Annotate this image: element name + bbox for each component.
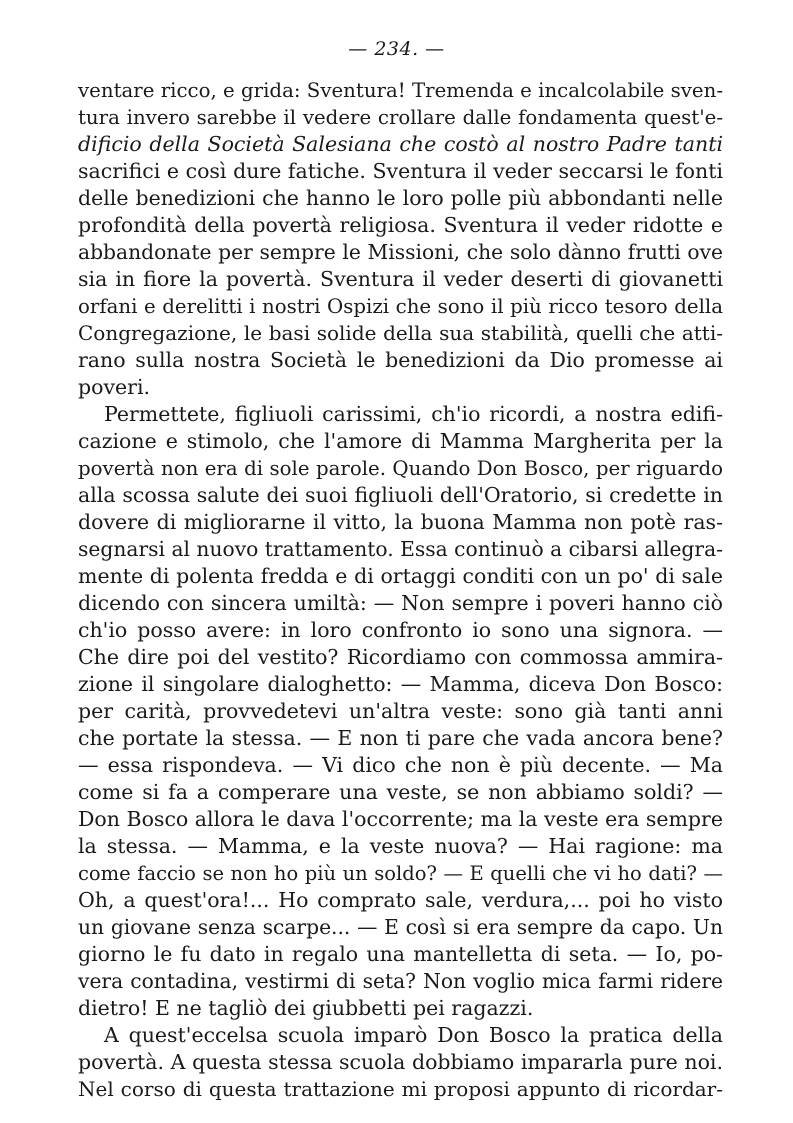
text-line: orfani e derelitti i nostri Ospizi che sono il più ricco tesoro della bbox=[78, 295, 723, 318]
text-line: sia in fiore la povertà. Sventura il veder deserti di giovanetti bbox=[78, 267, 723, 291]
text-line: giorno le fu dato in regalo una mantelletta di seta. — Io, po- bbox=[78, 942, 723, 966]
text-line: dovere di migliorarne il vitto, la buona Mamma non potè ras- bbox=[78, 510, 723, 534]
text-line: poveri. bbox=[78, 375, 151, 399]
text-line: ventare ricco, e grida: Sventura! Tremenda e incalcolabile sven- bbox=[78, 79, 723, 102]
text-line: che portate la stessa. — E non ti pare che vada ancora bene? bbox=[78, 726, 723, 750]
text-line: ch'io posso avere: in loro confronto io sono una signora. — bbox=[78, 618, 723, 642]
text-line: rano sulla nostra Società le benedizioni da Dio promesse ai bbox=[78, 348, 723, 372]
text-line: Permettete, figliuoli carissimi, ch'io ricordi, a nostra edifi- bbox=[104, 402, 723, 426]
text-line: Congregazione, le basi solide della sua stabilità, quelli che atti- bbox=[78, 321, 723, 345]
text-line: dificio della Società Salesiana che costò al nostro Padre tanti bbox=[78, 132, 723, 156]
text-line: — essa rispondeva. — Vi dico che non è più decente. — Ma bbox=[78, 753, 723, 777]
text-line: Don Bosco allora le dava l'occorrente; ma la veste era sempre bbox=[78, 807, 723, 831]
page-number: — 234. — bbox=[348, 38, 445, 60]
text-line: Oh, a quest'ora!... Ho comprato sale, verdura,... poi ho visto bbox=[78, 888, 723, 912]
text-line: tura invero sarebbe il vedere crollare dalle fondamenta quest'e- bbox=[78, 106, 723, 129]
text-line: mente di polenta fredda e di ortaggi conditi con un po' di sale bbox=[78, 564, 723, 588]
text-line: povertà non era di sole parole. Quando Don Bosco, per riguardo bbox=[78, 457, 723, 480]
text-line: alla scossa salute dei suoi figliuoli dell'Oratorio, si credette in bbox=[78, 483, 723, 507]
text-line: A quest'eccelsa scuola imparò Don Bosco la pratica della bbox=[104, 1023, 723, 1047]
text-line: un giovane senza scarpe... — E così si era sempre da capo. Un bbox=[78, 915, 723, 939]
text-line: profondità della povertà religiosa. Sventura il veder ridotte e bbox=[78, 213, 723, 237]
text-line: come faccio se non ho più un soldo? — E quelli che vi ho dati? — bbox=[78, 862, 723, 885]
text-line: la stessa. — Mamma, e la veste nuova? — Hai ragione: ma bbox=[78, 834, 723, 858]
text-line: segnarsi al nuovo trattamento. Essa continuò a cibarsi allegra- bbox=[78, 537, 723, 561]
text-line: vera contadina, vestirmi di seta? Non voglio mica farmi ridere bbox=[78, 969, 723, 993]
text-line: Che dire poi del vestito? Ricordiamo con commossa ammira- bbox=[78, 645, 723, 669]
text-line: delle benedizioni che hanno le loro polle più abbondanti nelle bbox=[78, 186, 723, 210]
text-line: abbandonate per sempre le Missioni, che solo dànno frutti ove bbox=[78, 240, 723, 264]
body-text bbox=[78, 77, 723, 1103]
text-line: povertà. A questa stessa scuola dobbiamo impararla pure noi. bbox=[78, 1050, 723, 1074]
text-line: come si fa a comperare una veste, se non abbiamo soldi? — bbox=[78, 780, 723, 804]
text-line: dicendo con sincera umiltà: — Non sempre i poveri hanno ciò bbox=[78, 591, 723, 615]
text-line: Nel corso di questa trattazione mi proposi appunto di ricordar- bbox=[78, 1077, 723, 1101]
text-line: dietro! E ne tagliò dei giubbetti pei ragazzi. bbox=[78, 996, 534, 1020]
text-line: sacrifici e così dure fatiche. Sventura il veder seccarsi le fonti bbox=[78, 159, 723, 183]
text-line: cazione e stimolo, che l'amore di Mamma Margherita per la bbox=[78, 429, 723, 453]
text-line: zione il singolare dialoghetto: — Mamma, diceva Don Bosco: bbox=[78, 672, 723, 696]
text-line: per carità, provvedetevi un'altra veste: sono già tanti anni bbox=[78, 699, 723, 723]
